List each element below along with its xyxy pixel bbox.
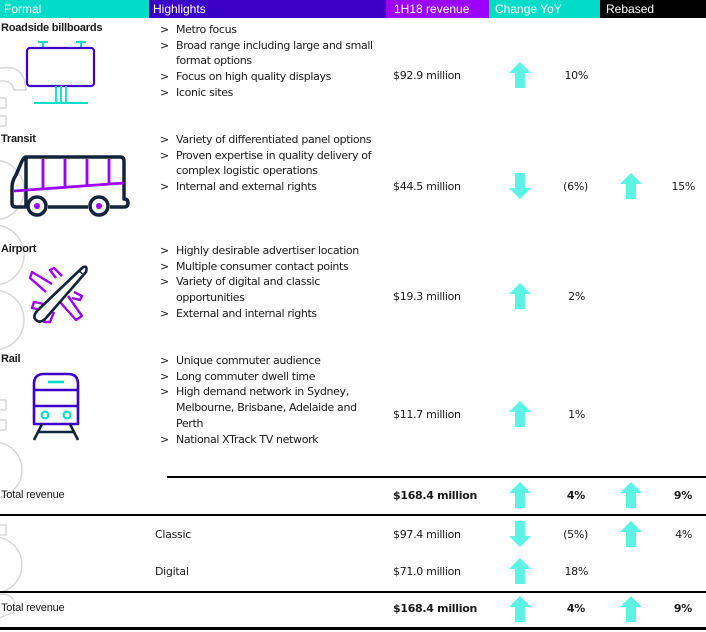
header-rebased	[600, 0, 706, 18]
highlight-item: > Long commuter dwell time	[160, 369, 316, 383]
bullet-chevron-icon: >	[160, 148, 169, 162]
format-title-transit: Transit	[1, 133, 36, 145]
highlight-item: > Unique commuter audience	[160, 354, 321, 367]
revenue-value-transit: $44.5 million	[393, 180, 461, 193]
highlight-item: > Proven expertise in quality delivery of complex logistic operations	[160, 148, 372, 178]
bus-icon	[10, 153, 132, 217]
header-highlights	[149, 0, 386, 18]
revenue-value-roadside: $92.9 million	[393, 69, 461, 82]
header-change	[489, 0, 600, 18]
highlights-list-rail	[160, 353, 385, 447]
bullet-chevron-icon: >	[160, 38, 169, 52]
bullet-chevron-icon: >	[160, 275, 169, 289]
arrow-up-icon	[509, 596, 531, 622]
total-revenue-value: $168.4 million	[393, 602, 478, 615]
bullet-chevron-icon: >	[160, 369, 169, 383]
arrow-up-icon	[620, 521, 642, 547]
format-title-roadside: Roadside billboards	[1, 22, 103, 34]
bullet-chevron-icon: >	[160, 85, 169, 99]
train-icon	[30, 370, 82, 442]
digital-label: Digital	[155, 565, 189, 578]
highlight-item: > Variety of digital and classic opportunities	[160, 275, 320, 305]
billboard-icon	[24, 38, 96, 106]
arrow-up-icon	[620, 173, 642, 199]
header-rebased-label: Rebased	[606, 2, 655, 16]
divider-line	[0, 591, 706, 593]
highlights-list-transit	[160, 132, 385, 195]
header-change-label: Change YoY	[495, 2, 562, 16]
change-value-roadside: 10%	[564, 69, 588, 82]
bullet-chevron-icon: >	[160, 180, 169, 194]
arrow-up-icon	[620, 482, 642, 508]
header-format-label: Formal	[4, 2, 42, 16]
highlight-item: > Multiple consumer contact points	[160, 259, 349, 273]
digital-change-value: 18%	[564, 565, 588, 578]
total-revenue-value: $168.4 million	[393, 489, 478, 502]
highlight-item: > Metro focus	[160, 23, 237, 36]
arrow-down-icon	[509, 521, 531, 547]
digital-revenue-value: $71.0 million	[393, 565, 461, 578]
arrow-up-icon	[509, 62, 531, 88]
arrow-up-icon	[509, 482, 531, 508]
format-title-airport: Airport	[1, 243, 37, 255]
airplane-icon	[26, 262, 90, 326]
classic-label: Classic	[155, 528, 191, 541]
classic-rebased-value: 4%	[675, 528, 692, 541]
bullet-chevron-icon: >	[160, 133, 169, 146]
header-format	[0, 0, 149, 18]
divider-line	[167, 476, 706, 478]
highlight-item: > External and internal rights	[160, 306, 317, 320]
divider-line	[0, 514, 706, 516]
highlight-item: > Internal and external rights	[160, 180, 317, 194]
revenue-value-rail: $11.7 million	[393, 408, 461, 421]
classic-revenue-value: $97.4 million	[393, 528, 461, 541]
total-revenue-label: Total revenue	[1, 602, 65, 614]
change-value-airport: 2%	[568, 290, 585, 303]
bullet-chevron-icon: >	[160, 259, 169, 273]
arrow-up-icon	[509, 558, 531, 584]
highlights-list-roadside	[160, 22, 385, 101]
total-rebased-value: 9%	[673, 489, 692, 502]
arrow-up-icon	[620, 596, 642, 622]
highlight-item: > Variety of differentiated panel options	[160, 133, 372, 146]
arrow-up-icon	[509, 283, 531, 309]
highlight-item: > High demand network in Sydney, Melbourne, Brisbane, Adelaide and Perth	[160, 385, 357, 430]
format-title-rail: Rail	[1, 353, 21, 365]
bullet-chevron-icon: >	[160, 306, 169, 320]
highlights-list-airport	[160, 243, 385, 322]
bullet-chevron-icon: >	[160, 70, 169, 84]
highlight-item: > Iconic sites	[160, 85, 233, 99]
header-revenue	[386, 0, 489, 18]
total-change-value: 4%	[566, 602, 585, 615]
header-highlights-label: Highlights	[153, 2, 206, 16]
bullet-chevron-icon: >	[160, 244, 169, 257]
total-change-value: 4%	[566, 489, 585, 502]
bullet-chevron-icon: >	[160, 23, 169, 36]
rebased-value-transit: 15%	[671, 180, 695, 193]
highlight-item: > Broad range including large and small format options	[160, 38, 373, 68]
total-rebased-value: 9%	[673, 602, 692, 615]
revenue-value-airport: $19.3 million	[393, 290, 461, 303]
total-revenue-label: Total revenue	[1, 489, 65, 501]
bullet-chevron-icon: >	[160, 432, 169, 446]
arrow-down-icon	[509, 173, 531, 199]
change-value-transit: (6%)	[563, 180, 588, 193]
highlight-item: > Highly desirable advertiser location	[160, 244, 359, 257]
arrow-up-icon	[509, 401, 531, 427]
bullet-chevron-icon: >	[160, 385, 169, 399]
classic-change-value: (5%)	[563, 528, 588, 541]
change-value-rail: 1%	[568, 408, 585, 421]
bottom-border-line	[0, 627, 706, 630]
bullet-chevron-icon: >	[160, 354, 169, 367]
header-revenue-label: 1H18 revenue	[394, 2, 470, 16]
highlight-item: > Focus on high quality displays	[160, 70, 332, 84]
highlight-item: > National XTrack TV network	[160, 432, 319, 446]
